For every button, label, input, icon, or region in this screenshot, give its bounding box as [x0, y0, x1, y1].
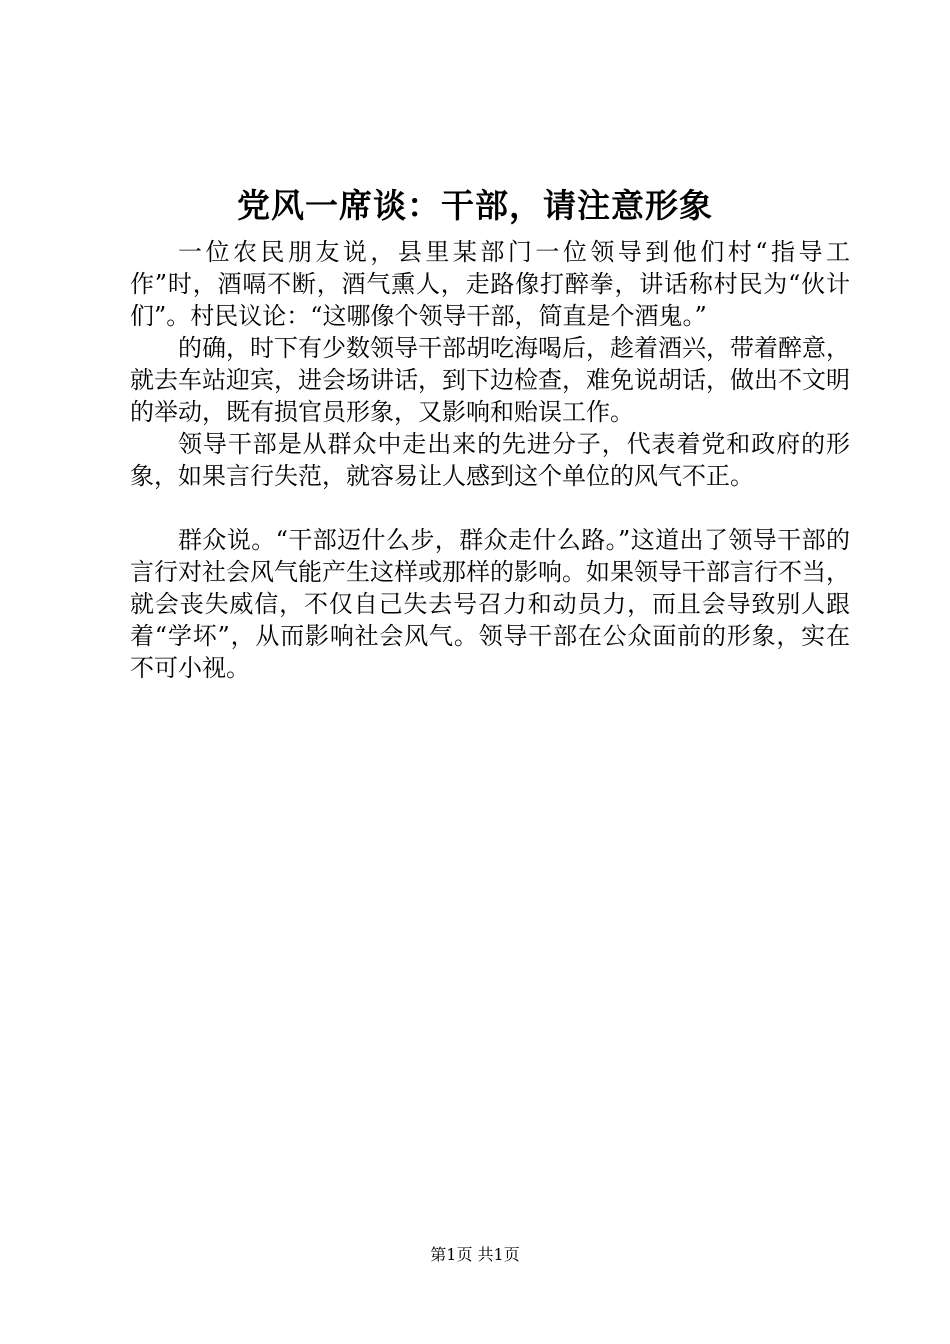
paragraph-4: 群众说。“干部迈什么步，群众走什么路。”这道出了领导干部的言行对社会风气能产生这样或那样的影响。如果领导干部言行不当，就会丧失威信，不仅自己失去号召力和动员力，而且会导致别人跟着“学坏”，从而影响社会风气。领导干部在公众面前的形象，实在不可小视。 — [130, 526, 850, 682]
document-title: 党风一席谈：干部，请注意形象 — [237, 186, 713, 225]
page-footer: 第1页 共1页 — [430, 1245, 520, 1264]
paragraph-2: 的确，时下有少数领导干部胡吃海喝后，趁着酒兴，带着醉意，就去车站迎宾，进会场讲话，到下边检查，难免说胡话，做出不文明的举动，既有损官员形象，又影响和贻误工作。 — [130, 334, 850, 426]
document-body — [130, 236, 850, 684]
paragraph-1: 一位农民朋友说，县里某部门一位领导到他们村“指导工作”时，酒嗝不断，酒气熏人，走路像打醉拳，讲话称村民为“伙计们”。村民议论：“这哪像个领导干部，简直是个酒鬼。” — [130, 238, 850, 330]
paragraph-3: 领导干部是从群众中走出来的先进分子，代表着党和政府的形象，如果言行失范，就容易让人感到这个单位的风气不正。 — [130, 430, 850, 490]
